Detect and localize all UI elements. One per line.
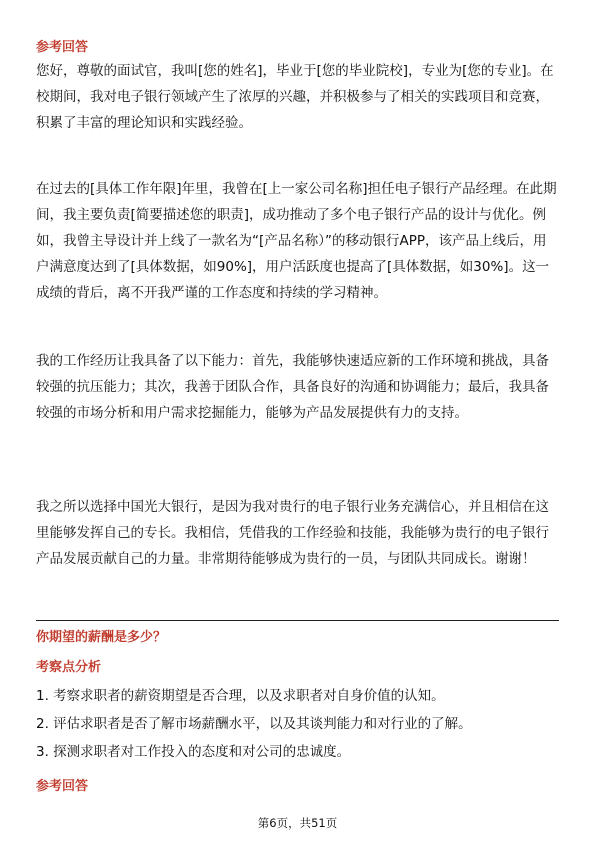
answer-paragraph-experience: 在过去的[具体工作年限]年里，我曾在[上一家公司名称]担任电子银行产品经理。在此期间，我主要负责[简要描述您的职责]，成功推动了多个电子银行产品的设计与优化。例如，我曾主导设计并上线了一款名为“[产品名称）”的移动银行APP，该产品上线后，用户满意度达到了[具体数据，如90%]，用户活跃度也提高了[具体数据，如30%]。这一成绩的背后，离不开我严谨的工作态度和持续的学习精神。 <box>36 181 557 301</box>
analysis-point: 1. 考察求职者的薪资期望是否合理，以及求职者对自身价值的认知。 <box>36 688 445 704</box>
analysis-point: 3. 探测求职者对工作投入的态度和对公司的忠诚度。 <box>36 744 351 760</box>
reference-answer-heading: 参考回答 <box>36 40 89 55</box>
analysis-heading: 考察点分析 <box>36 660 102 675</box>
page-number: 第6页，共51页 <box>257 816 338 830</box>
answer-paragraph-abilities: 我的工作经历让我具备了以下能力：首先，我能够快速适应新的工作环境和挑战，具备较强的抗压能力；其次，我善于团队合作，具备良好的沟通和协调能力；最后，我具备较强的市场分析和用户需求挖掘能力，能够为产品发展提供有力的支持。 <box>36 353 549 421</box>
section-divider <box>36 620 559 621</box>
answer-paragraph-intro: 您好，尊敬的面试官，我叫[您的姓名]，毕业于[您的毕业院校]，专业为[您的专业]。在校期间，我对电子银行领域产生了浓厚的兴趣，并积极参与了相关的实践项目和竞赛，积累了丰富的理论知识和实践经验。 <box>36 63 554 131</box>
analysis-point: 2. 评估求职者是否了解市场薪酬水平，以及其谈判能力和对行业的了解。 <box>36 716 472 732</box>
reference-answer-heading-2: 参考回答 <box>36 779 89 794</box>
answer-paragraph-motivation: 我之所以选择中国光大银行，是因为我对贵行的电子银行业务充满信心，并且相信在这里能够发挥自己的专长。我相信，凭借我的工作经验和技能，我能够为贵行的电子银行产品发展贡献自己的力量。非常期待能够成为贵行的一员，与团队共同成长。谢谢！ <box>36 499 549 567</box>
question-heading: 你期望的薪酬是多少？ <box>36 630 167 645</box>
